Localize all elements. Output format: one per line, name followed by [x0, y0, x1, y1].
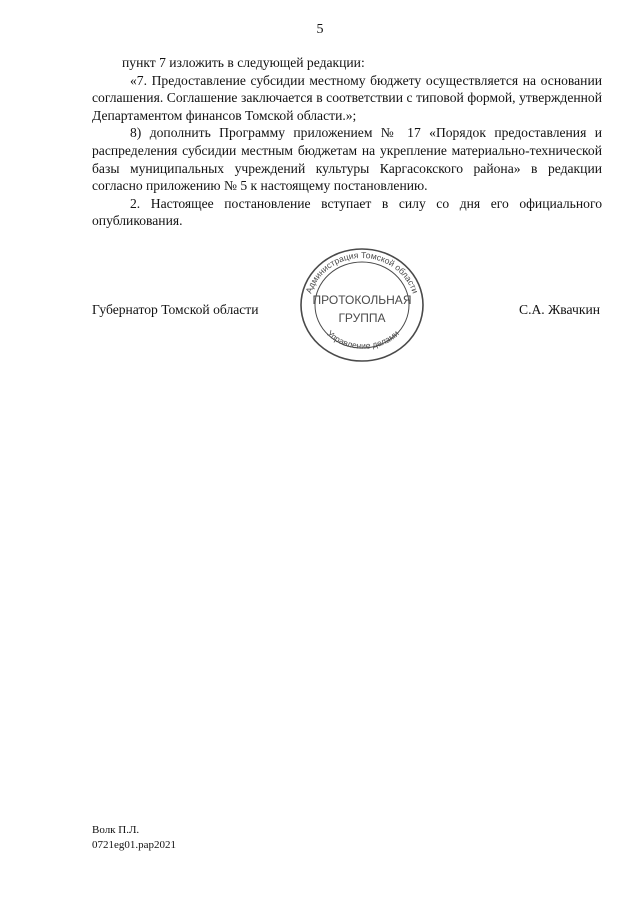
- paragraph-2: «7. Предоставление субсидии местному бюджету осуществляется на основании соглашения. Соглашение заключается в соответствии с типовой формой, утвержденной Департаментом финансов Томской области.»;: [92, 72, 602, 123]
- paragraph-3: 8) дополнить Программу приложением № 17 «Порядок предоставления и распределения субсидии местным бюджетам на укрепление материально-технической базы муниципальных учреждений культуры Каргасокского района» в редакции согласно приложению № 5 к настоящему постановлению.: [92, 125, 602, 194]
- stamp-ring-text-bottom: Управление делами: [325, 328, 401, 351]
- signatory-title: Губернатор Томской области: [92, 302, 259, 317]
- document-body: [92, 54, 602, 230]
- paragraph-1: пункт 7 изложить в следующей редакции:: [122, 55, 365, 70]
- page-number: 5: [316, 22, 324, 37]
- footer-author: Волк П.Л.: [92, 824, 140, 836]
- stamp-graphic: [297, 246, 427, 364]
- signatory-name: С.А. Жвачкин: [519, 302, 600, 317]
- paragraph-4: 2. Настоящее постановление вступает в силу со дня его официального опубликования.: [92, 195, 602, 229]
- footer-file-name: 0721eg01.pap2021: [92, 839, 177, 851]
- stamp-ring-text-top: Администрация Томской области: [303, 249, 421, 295]
- document-footer: [92, 823, 176, 853]
- stamp-center-line-1: ПРОТОКОЛЬНАЯ: [312, 293, 412, 307]
- official-stamp: [297, 246, 427, 364]
- stamp-center-line-2: ГРУППА: [338, 311, 386, 325]
